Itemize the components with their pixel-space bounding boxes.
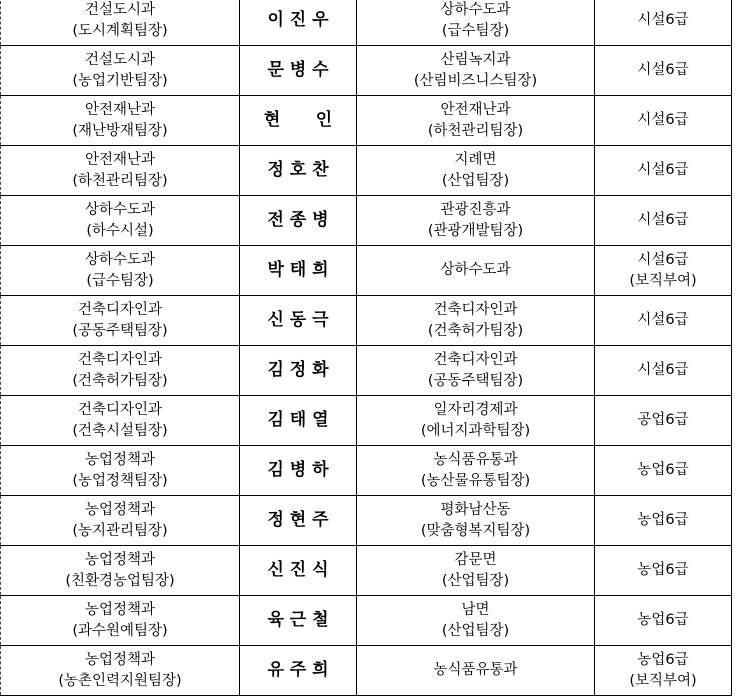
table-row — [1, 646, 732, 696]
employee-name-cell — [240, 546, 357, 596]
job-grade: 농업6급 — [637, 462, 689, 478]
new-team: (급수팀장) — [441, 22, 510, 39]
previous-post-cell — [1, 346, 240, 396]
new-post-cell — [357, 646, 595, 696]
new-department: 건축디자인과 — [433, 301, 518, 318]
job-grade: 시설6급 — [637, 112, 689, 128]
employee-name-cell — [240, 396, 357, 446]
new-post-cell — [357, 146, 595, 196]
grade-cell — [595, 246, 732, 296]
previous-department: 안전재난과 — [84, 151, 156, 168]
previous-post-cell — [1, 96, 240, 146]
employee-name-cell — [240, 646, 357, 696]
employee-name: 신 동 극 — [267, 310, 329, 330]
table-row — [1, 446, 732, 496]
previous-department: 농업정책과 — [84, 501, 156, 518]
job-grade: 농업6급 — [637, 612, 689, 628]
previous-team: (친환경농업팀장) — [65, 572, 175, 589]
previous-post-cell — [1, 0, 240, 46]
job-grade: 시설6급 — [637, 251, 689, 268]
employee-name: 현 인 — [263, 110, 333, 130]
employee-name-cell — [240, 146, 357, 196]
new-team: (산업팀장) — [441, 622, 510, 639]
new-team: (하천관리팀장) — [427, 122, 524, 139]
new-team: (산업팀장) — [441, 572, 510, 589]
job-grade: 시설6급 — [637, 62, 689, 78]
previous-post-cell — [1, 196, 240, 246]
previous-team: (재난방재팀장) — [72, 122, 168, 139]
grade-cell — [595, 546, 732, 596]
previous-post-cell — [1, 596, 240, 646]
grade-cell — [595, 0, 732, 46]
previous-department: 건설도시과 — [84, 51, 156, 68]
new-team: (산업팀장) — [441, 172, 510, 189]
previous-team: (하수시설) — [86, 222, 154, 239]
job-grade: 공업6급 — [637, 412, 689, 428]
new-post-cell — [357, 546, 595, 596]
new-team: (농산물유통팀장) — [420, 472, 531, 489]
new-post-cell — [357, 46, 595, 96]
new-post-cell — [357, 596, 595, 646]
employee-name: 김 태 열 — [267, 410, 329, 430]
employee-name: 육 근 철 — [267, 610, 329, 630]
table-row — [1, 46, 732, 96]
new-department: 건축디자인과 — [433, 351, 518, 368]
new-team: (맞춤형복지팀장) — [420, 522, 531, 539]
previous-team: (농업기반팀장) — [72, 72, 168, 89]
previous-team: (하천관리팀장) — [72, 172, 168, 189]
new-post-cell — [357, 196, 595, 246]
previous-team: (도시계획팀장) — [72, 22, 168, 39]
employee-name-cell — [240, 346, 357, 396]
job-grade: 시설6급 — [637, 362, 689, 378]
previous-department: 상하수도과 — [84, 201, 156, 218]
employee-name: 정 현 주 — [267, 510, 329, 530]
new-department: 관광진흥과 — [440, 201, 511, 218]
grade-note: (보직부여) — [629, 272, 697, 289]
previous-department: 건설도시과 — [84, 1, 156, 18]
previous-post-cell — [1, 646, 240, 696]
table-body — [1, 0, 732, 696]
previous-department: 건축디자인과 — [77, 351, 163, 368]
previous-post-cell — [1, 246, 240, 296]
employee-name: 신 진 식 — [267, 560, 329, 580]
new-post-cell — [357, 396, 595, 446]
employee-name: 문 병 수 — [267, 60, 329, 80]
grade-cell — [595, 446, 732, 496]
new-post-cell — [357, 446, 595, 496]
table-row — [1, 196, 732, 246]
table-row — [1, 146, 732, 196]
previous-team: (농업정책팀장) — [72, 472, 168, 489]
previous-post-cell — [1, 446, 240, 496]
table-row — [1, 246, 732, 296]
previous-post-cell — [1, 46, 240, 96]
previous-department: 건축디자인과 — [77, 301, 163, 318]
job-grade: 시설6급 — [637, 162, 689, 178]
table-row — [1, 96, 732, 146]
employee-name: 김 정 화 — [267, 360, 329, 380]
previous-post-cell — [1, 396, 240, 446]
new-team: (공동주택팀장) — [427, 372, 524, 389]
employee-name: 이 진 우 — [267, 10, 329, 30]
grade-cell — [595, 96, 732, 146]
new-department: 상하수도과 — [440, 1, 511, 18]
new-post-cell — [357, 296, 595, 346]
grade-cell — [595, 346, 732, 396]
new-department: 지례면 — [454, 151, 497, 168]
previous-team: (급수팀장) — [86, 272, 154, 289]
previous-department: 안전재난과 — [84, 101, 156, 118]
employee-name-cell — [240, 0, 357, 46]
table-row — [1, 346, 732, 396]
job-grade: 농업6급 — [637, 651, 689, 668]
employee-name-cell — [240, 196, 357, 246]
employee-name-cell — [240, 596, 357, 646]
new-team: (관광개발팀장) — [427, 222, 524, 239]
employee-name: 김 병 하 — [267, 460, 329, 480]
previous-team: (농지관리팀장) — [72, 522, 168, 539]
grade-cell — [595, 396, 732, 446]
employee-name: 박 태 희 — [267, 260, 329, 280]
new-department: 안전재난과 — [440, 101, 511, 118]
new-department: 상하수도과 — [440, 262, 511, 278]
previous-department: 농업정책과 — [84, 601, 156, 618]
new-department: 농식품유통과 — [433, 451, 518, 468]
table-row — [1, 296, 732, 346]
job-grade: 시설6급 — [637, 212, 689, 228]
grade-cell — [595, 296, 732, 346]
employee-name-cell — [240, 96, 357, 146]
new-department: 일자리경제과 — [433, 401, 518, 418]
table-row — [1, 496, 732, 546]
previous-team: (과수원예팀장) — [72, 622, 168, 639]
job-grade: 시설6급 — [637, 312, 689, 328]
new-department: 감문면 — [454, 551, 497, 568]
employee-name-cell — [240, 246, 357, 296]
new-post-cell — [357, 496, 595, 546]
job-grade: 농업6급 — [637, 562, 689, 578]
grade-note: (보직부여) — [629, 672, 697, 689]
previous-post-cell — [1, 296, 240, 346]
table-row — [1, 596, 732, 646]
new-department: 산림녹지과 — [440, 51, 511, 68]
new-post-cell — [357, 0, 595, 46]
previous-team: (건축시설팀장) — [72, 422, 168, 439]
new-team: (에너지과학팀장) — [420, 422, 531, 439]
new-department: 농식품유통과 — [433, 662, 518, 678]
grade-cell — [595, 46, 732, 96]
employee-name-cell — [240, 496, 357, 546]
grade-cell — [595, 646, 732, 696]
previous-department: 상하수도과 — [84, 251, 156, 268]
employee-name-cell — [240, 446, 357, 496]
previous-post-cell — [1, 146, 240, 196]
employee-name: 유 주 희 — [267, 660, 329, 680]
previous-department: 농업정책과 — [84, 651, 156, 668]
table-row — [1, 546, 732, 596]
employee-name: 정 호 찬 — [267, 160, 329, 180]
previous-team: (공동주택팀장) — [72, 322, 168, 339]
new-post-cell — [357, 246, 595, 296]
previous-team: (건축허가팀장) — [72, 372, 168, 389]
previous-department: 농업정책과 — [84, 451, 156, 468]
new-team: (건축허가팀장) — [427, 322, 524, 339]
employee-name-cell — [240, 296, 357, 346]
new-department: 남면 — [461, 601, 490, 618]
previous-team: (농촌인력지원팀장) — [58, 672, 182, 689]
previous-post-cell — [1, 546, 240, 596]
table-row — [1, 0, 732, 46]
new-post-cell — [357, 96, 595, 146]
previous-post-cell — [1, 496, 240, 546]
table-row — [1, 396, 732, 446]
employee-name: 전 종 병 — [267, 210, 329, 230]
grade-cell — [595, 196, 732, 246]
job-grade: 농업6급 — [637, 512, 689, 528]
new-post-cell — [357, 346, 595, 396]
grade-cell — [595, 496, 732, 546]
job-grade: 시설6급 — [637, 12, 689, 28]
new-team: (산림비즈니스팀장) — [413, 72, 538, 89]
new-department: 평화남산동 — [440, 501, 511, 518]
grade-cell — [595, 146, 732, 196]
previous-department: 농업정책과 — [84, 551, 156, 568]
employee-name-cell — [240, 46, 357, 96]
previous-department: 건축디자인과 — [77, 401, 163, 418]
grade-cell — [595, 596, 732, 646]
